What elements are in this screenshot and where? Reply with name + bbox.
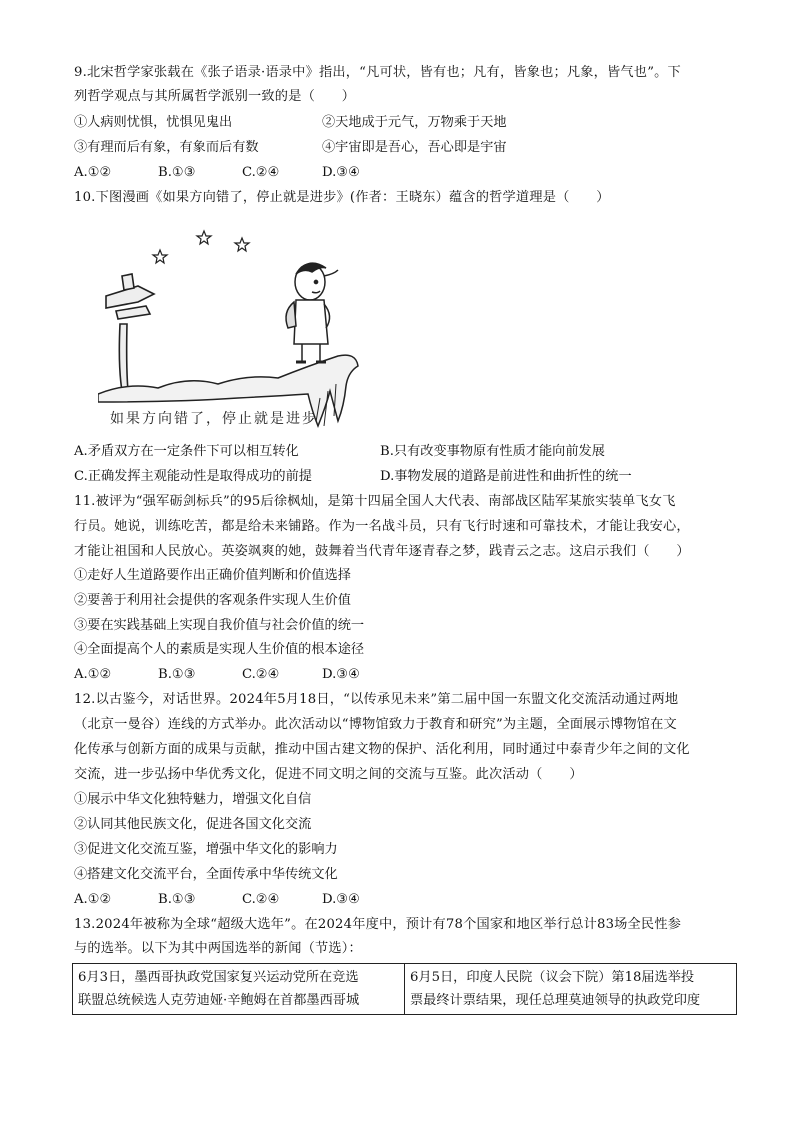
comic-drawing xyxy=(98,216,360,438)
q12-stem-line4: 交流，进一步弘扬中华优秀文化，促进不同文明之间的交流与互鉴。此次活动（ ） xyxy=(74,767,583,782)
q12-item-1: ①展示中华文化独特魅力，增强文化自信 xyxy=(74,792,312,807)
q11-item-2: ②要善于利用社会提供的客观条件实现人生价值 xyxy=(74,593,351,608)
q12-stem-line1: 12.以古鉴今，对话世界。2024年5月18日，“以传承见未来”第二届中国一东盟文化交流活动通过两地 xyxy=(74,692,679,707)
india-news-line2: 票最终计票结果，现任总理莫迪领导的执政党印度 xyxy=(410,993,701,1008)
election-news-table xyxy=(72,963,737,1015)
q9-item-2: ②天地成于元气，万物乘于天地 xyxy=(322,115,507,130)
q9-stem-line2: 列哲学观点与其所属哲学派别一致的是（ ） xyxy=(74,89,356,104)
comic-caption: 如果方向错了，停止就是进步 xyxy=(110,411,318,427)
q12-item-4: ④搭建文化交流平台，全面传承中华传统文化 xyxy=(74,867,338,882)
q9-option-c: C.②④ xyxy=(242,165,280,180)
q11-stem-line2: 行员。她说，训练吃苦，都是给未来铺路。作为一名战斗员，只有飞行时速和可靠技术，才能让我安心， xyxy=(74,519,690,534)
comic-illustration xyxy=(98,216,360,438)
q12-option-c: C.②④ xyxy=(242,892,280,907)
india-news-cell xyxy=(405,964,737,1015)
q11-item-4: ④全面提高个人的素质是实现人生价值的根本途径 xyxy=(74,642,365,657)
q9-item-3: ③有理而后有象，有象而后有数 xyxy=(74,140,259,155)
q11-option-c: C.②④ xyxy=(242,667,280,682)
q10-option-c: C.正确发挥主观能动性是取得成功的前提 xyxy=(74,469,312,484)
q12-item-3: ③促进文化交流互鉴，增强中华文化的影响力 xyxy=(74,842,338,857)
q10-option-a: A.矛盾双方在一定条件下可以相互转化 xyxy=(74,444,299,459)
mexico-news-cell xyxy=(73,964,405,1015)
q9-item-1: ①人病则忧惧，忧惧见鬼出 xyxy=(74,115,233,130)
q9-option-a: A.①② xyxy=(74,165,112,180)
q12-option-a: A.①② xyxy=(74,892,112,907)
q12-stem-line2: （北京一曼谷）连线的方式举办。此次活动以“博物馆致力于教育和研究”为主题，全面展示博物馆在文 xyxy=(74,717,677,732)
q11-option-a: A.①② xyxy=(74,667,112,682)
q13-stem-line2: 与的选举。以下为其中两国选举的新闻（节选）： xyxy=(74,941,362,956)
india-news-line1: 6月5日，印度人民院（议会下院）第18届选举投 xyxy=(410,970,695,985)
q10-option-d: D.事物发展的道路是前进性和曲折性的统一 xyxy=(380,469,632,484)
q12-option-b: B.①③ xyxy=(158,892,196,907)
q13-stem-line1: 13.2024年被称为全球“超级大选年”。在2024年度中，预计有78个国家和地区举行总计83场全民性参 xyxy=(74,917,682,932)
q11-item-1: ①走好人生道路要作出正确价值判断和价值选择 xyxy=(74,568,351,583)
q12-option-d: D.③④ xyxy=(322,892,360,907)
q11-stem-line1: 11.被评为“强军砺剑标兵”的95后徐枫灿，是第十四届全国人大代表、南部战区陆军某旅实装单飞女飞 xyxy=(74,494,676,509)
q12-stem-line3: 化传承与创新方面的成果与贡献，推动中国古建文物的保护、活化利用，同时通过中泰青少年之间的文化 xyxy=(74,742,690,757)
q11-stem-line3: 才能让祖国和人民放心。英姿飒爽的她，鼓舞着当代青年逐青春之梦，践青云之志。这启示我们（ ） xyxy=(74,544,690,559)
q9-option-d: D.③④ xyxy=(322,165,360,180)
q9-stem-line1: 9.北宋哲学家张载在《张子语录·语录中》指出，“凡可状，皆有也；凡有，皆象也；凡象，皆气也”。下 xyxy=(74,65,681,80)
q10-stem: 10.下图漫画《如果方向错了，停止就是进步》(作者：王晓东）蕴含的哲学道理是（ ） xyxy=(74,190,610,205)
q10-option-b: B.只有改变事物原有性质才能向前发展 xyxy=(380,444,605,459)
mexico-news-line2: 联盟总统候选人克劳迪娅·辛鲍姆在首都墨西哥城 xyxy=(78,993,360,1008)
q9-option-b: B.①③ xyxy=(158,165,196,180)
mexico-news-line1: 6月3日，墨西哥执政党国家复兴运动党所在竞选 xyxy=(78,970,359,985)
q12-item-2: ②认同其他民族文化，促进各国文化交流 xyxy=(74,817,312,832)
q11-option-b: B.①③ xyxy=(158,667,196,682)
q11-item-3: ③要在实践基础上实现自我价值与社会价值的统一 xyxy=(74,618,365,633)
table-row xyxy=(73,964,737,1015)
q11-option-d: D.③④ xyxy=(322,667,360,682)
q9-item-4: ④宇宙即是吾心，吾心即是宇宙 xyxy=(322,140,507,155)
